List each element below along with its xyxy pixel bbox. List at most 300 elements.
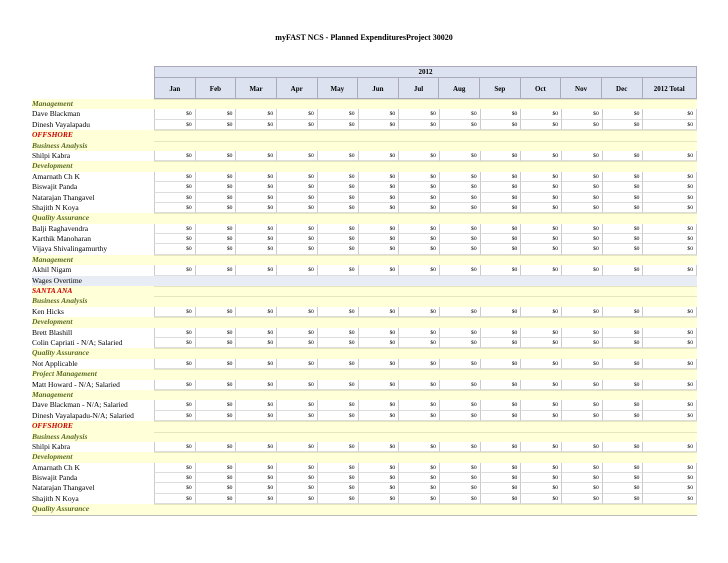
amount-cell[interactable]: $0 [195, 182, 236, 192]
amount-cell[interactable]: $0 [235, 203, 276, 213]
amount-cell[interactable]: $0 [439, 151, 480, 161]
amount-cell[interactable]: $0 [561, 328, 602, 338]
amount-cell[interactable]: $0 [235, 411, 276, 421]
amount-cell[interactable]: $0 [154, 338, 195, 348]
amount-cell[interactable]: $0 [480, 483, 521, 493]
month-header: May [317, 77, 358, 99]
total-cell[interactable]: $0 [642, 338, 697, 348]
amount-cell[interactable]: $0 [154, 411, 195, 421]
amount-cell[interactable]: $0 [358, 244, 399, 254]
amount-cell[interactable]: $0 [195, 359, 236, 369]
amount-cell[interactable]: $0 [602, 182, 643, 192]
amount-cell[interactable]: $0 [195, 109, 236, 119]
amount-cell[interactable]: $0 [602, 120, 643, 130]
amount-cell[interactable]: $0 [561, 224, 602, 234]
amount-cell[interactable]: $0 [154, 463, 195, 473]
total-cell[interactable]: $0 [642, 244, 697, 254]
amount-cell[interactable]: $0 [276, 109, 317, 119]
amount-cell[interactable]: $0 [154, 182, 195, 192]
amount-cell[interactable]: $0 [439, 442, 480, 452]
amount-cell[interactable]: $0 [235, 234, 276, 244]
amount-cell[interactable]: $0 [317, 483, 358, 493]
amount-cell[interactable]: $0 [276, 338, 317, 348]
amount-cell[interactable]: $0 [398, 411, 439, 421]
amount-cell[interactable]: $0 [480, 203, 521, 213]
amount-cell[interactable]: $0 [235, 442, 276, 452]
amount-cell[interactable]: $0 [276, 494, 317, 504]
amount-cell[interactable]: $0 [520, 234, 561, 244]
total-cell[interactable]: $0 [642, 483, 697, 493]
amount-cell[interactable]: $0 [317, 172, 358, 182]
amount-cell[interactable]: $0 [398, 338, 439, 348]
amount-cell[interactable]: $0 [520, 494, 561, 504]
total-cell[interactable]: $0 [642, 182, 697, 192]
total-cell[interactable]: $0 [642, 463, 697, 473]
amount-cell[interactable]: $0 [439, 338, 480, 348]
amount-cell[interactable]: $0 [154, 244, 195, 254]
amount-cell[interactable]: $0 [398, 359, 439, 369]
amount-cell[interactable]: $0 [358, 494, 399, 504]
total-cell[interactable]: $0 [642, 400, 697, 410]
amount-cell[interactable]: $0 [276, 442, 317, 452]
amount-cell[interactable]: $0 [520, 120, 561, 130]
amount-cell[interactable]: $0 [602, 338, 643, 348]
amount-cell[interactable]: $0 [235, 338, 276, 348]
amount-cell[interactable]: $0 [602, 494, 643, 504]
amount-cell[interactable]: $0 [520, 463, 561, 473]
total-cell[interactable]: $0 [642, 172, 697, 182]
amount-cell[interactable]: $0 [439, 483, 480, 493]
amount-cell[interactable]: $0 [154, 359, 195, 369]
amount-cell[interactable]: $0 [195, 224, 236, 234]
amount-cell[interactable]: $0 [561, 193, 602, 203]
amount-cell[interactable]: $0 [154, 203, 195, 213]
amount-cell[interactable]: $0 [235, 265, 276, 275]
amount-cell[interactable]: $0 [398, 203, 439, 213]
amount-cell[interactable]: $0 [317, 463, 358, 473]
amount-cell[interactable]: $0 [520, 244, 561, 254]
amount-cell[interactable]: $0 [154, 483, 195, 493]
amount-cell[interactable]: $0 [235, 483, 276, 493]
amount-cell[interactable]: $0 [602, 224, 643, 234]
amount-cell[interactable]: $0 [398, 265, 439, 275]
total-cell[interactable]: $0 [642, 151, 697, 161]
amount-cell[interactable]: $0 [235, 463, 276, 473]
amount-cell[interactable]: $0 [154, 151, 195, 161]
amount-cell[interactable]: $0 [358, 224, 399, 234]
amount-cell[interactable]: $0 [358, 359, 399, 369]
amount-cell[interactable]: $0 [317, 328, 358, 338]
amount-cell[interactable]: $0 [154, 224, 195, 234]
amount-cell[interactable]: $0 [480, 473, 521, 483]
total-cell[interactable]: $0 [642, 473, 697, 483]
amount-cell[interactable]: $0 [602, 244, 643, 254]
amount-cell[interactable]: $0 [439, 494, 480, 504]
amount-cell[interactable]: $0 [154, 109, 195, 119]
amount-cell[interactable]: $0 [317, 400, 358, 410]
total-cell[interactable]: $0 [642, 494, 697, 504]
amount-cell[interactable]: $0 [398, 151, 439, 161]
amount-cell[interactable]: $0 [276, 224, 317, 234]
amount-cell[interactable]: $0 [520, 338, 561, 348]
amount-cell[interactable]: $0 [195, 234, 236, 244]
amount-cell[interactable]: $0 [317, 109, 358, 119]
amount-cell[interactable]: $0 [235, 494, 276, 504]
amount-cell[interactable]: $0 [195, 151, 236, 161]
amount-cell[interactable]: $0 [317, 442, 358, 452]
amount-cell[interactable]: $0 [358, 380, 399, 390]
amount-cell[interactable]: $0 [276, 244, 317, 254]
amount-cell[interactable]: $0 [398, 182, 439, 192]
amount-cell[interactable]: $0 [154, 473, 195, 483]
amount-cell[interactable]: $0 [235, 380, 276, 390]
amount-cell[interactable]: $0 [358, 203, 399, 213]
amount-cell[interactable]: $0 [235, 359, 276, 369]
amount-cell[interactable]: $0 [358, 473, 399, 483]
amount-cell[interactable]: $0 [235, 151, 276, 161]
amount-cell[interactable]: $0 [195, 265, 236, 275]
amount-cell[interactable]: $0 [439, 328, 480, 338]
amount-cell[interactable]: $0 [235, 400, 276, 410]
amount-cell[interactable]: $0 [561, 244, 602, 254]
amount-cell[interactable]: $0 [317, 473, 358, 483]
amount-cell[interactable]: $0 [398, 328, 439, 338]
amount-cell[interactable]: $0 [602, 328, 643, 338]
amount-cell[interactable]: $0 [317, 494, 358, 504]
amount-cell[interactable]: $0 [276, 151, 317, 161]
amount-cell[interactable]: $0 [439, 120, 480, 130]
amount-cell[interactable]: $0 [276, 172, 317, 182]
amount-cell[interactable]: $0 [398, 473, 439, 483]
amount-cell[interactable]: $0 [276, 473, 317, 483]
amount-cell[interactable]: $0 [358, 307, 399, 317]
amount-cell[interactable]: $0 [520, 442, 561, 452]
amount-cell[interactable]: $0 [235, 473, 276, 483]
amount-cell[interactable]: $0 [561, 483, 602, 493]
amount-cell[interactable]: $0 [561, 380, 602, 390]
amount-cell[interactable]: $0 [154, 120, 195, 130]
amount-cell[interactable]: $0 [602, 234, 643, 244]
amount-cell[interactable]: $0 [520, 483, 561, 493]
amount-cell[interactable]: $0 [561, 265, 602, 275]
amount-cell[interactable]: $0 [276, 234, 317, 244]
amount-cell[interactable]: $0 [520, 328, 561, 338]
amount-cell[interactable]: $0 [195, 473, 236, 483]
amount-cell[interactable]: $0 [439, 411, 480, 421]
amount-cell[interactable]: $0 [276, 193, 317, 203]
amount-cell[interactable]: $0 [561, 473, 602, 483]
amount-cell[interactable]: $0 [439, 473, 480, 483]
amount-cell[interactable]: $0 [358, 193, 399, 203]
amount-cell[interactable]: $0 [195, 400, 236, 410]
amount-cell[interactable]: $0 [561, 109, 602, 119]
amount-cell[interactable]: $0 [398, 400, 439, 410]
amount-cell[interactable]: $0 [358, 151, 399, 161]
amount-cell[interactable]: $0 [439, 109, 480, 119]
amount-cell[interactable]: $0 [195, 244, 236, 254]
amount-cell[interactable]: $0 [276, 380, 317, 390]
amount-cell[interactable]: $0 [276, 463, 317, 473]
amount-cell[interactable]: $0 [602, 473, 643, 483]
amount-cell[interactable]: $0 [195, 380, 236, 390]
amount-cell[interactable]: $0 [358, 182, 399, 192]
amount-cell[interactable]: $0 [480, 244, 521, 254]
amount-cell[interactable]: $0 [480, 338, 521, 348]
amount-cell[interactable]: $0 [398, 307, 439, 317]
amount-cell[interactable]: $0 [561, 338, 602, 348]
amount-cell[interactable]: $0 [358, 411, 399, 421]
amount-cell[interactable]: $0 [480, 442, 521, 452]
amount-cell[interactable]: $0 [195, 483, 236, 493]
amount-cell[interactable]: $0 [154, 442, 195, 452]
amount-cell[interactable]: $0 [561, 172, 602, 182]
amount-cell[interactable]: $0 [480, 463, 521, 473]
amount-cell[interactable]: $0 [276, 328, 317, 338]
amount-cell[interactable]: $0 [358, 338, 399, 348]
amount-cell[interactable]: $0 [602, 193, 643, 203]
amount-cell[interactable]: $0 [235, 244, 276, 254]
amount-cell[interactable]: $0 [480, 193, 521, 203]
total-cell[interactable]: $0 [642, 359, 697, 369]
amount-cell[interactable]: $0 [276, 359, 317, 369]
amount-cell[interactable]: $0 [235, 172, 276, 182]
amount-cell[interactable]: $0 [602, 172, 643, 182]
amount-cell[interactable]: $0 [439, 307, 480, 317]
amount-cell[interactable]: $0 [358, 483, 399, 493]
amount-cell[interactable]: $0 [276, 203, 317, 213]
amount-cell[interactable]: $0 [195, 338, 236, 348]
amount-cell[interactable]: $0 [439, 234, 480, 244]
amount-cell[interactable]: $0 [195, 193, 236, 203]
total-cell[interactable]: $0 [642, 328, 697, 338]
amount-cell[interactable]: $0 [276, 307, 317, 317]
amount-cell[interactable]: $0 [439, 224, 480, 234]
amount-cell[interactable]: $0 [276, 411, 317, 421]
amount-cell[interactable]: $0 [154, 328, 195, 338]
amount-cell[interactable]: $0 [358, 442, 399, 452]
amount-cell[interactable]: $0 [561, 442, 602, 452]
amount-cell[interactable]: $0 [439, 203, 480, 213]
amount-cell[interactable]: $0 [480, 109, 521, 119]
amount-cell[interactable]: $0 [561, 463, 602, 473]
amount-cell[interactable]: $0 [317, 193, 358, 203]
amount-cell[interactable]: $0 [276, 400, 317, 410]
amount-cell[interactable]: $0 [602, 442, 643, 452]
total-cell[interactable]: $0 [642, 203, 697, 213]
amount-cell[interactable]: $0 [358, 328, 399, 338]
amount-cell[interactable]: $0 [398, 244, 439, 254]
amount-cell[interactable]: $0 [520, 400, 561, 410]
amount-cell[interactable]: $0 [317, 380, 358, 390]
amount-cell[interactable]: $0 [480, 380, 521, 390]
amount-cell[interactable]: $0 [439, 265, 480, 275]
amount-cell[interactable]: $0 [358, 234, 399, 244]
amount-cell[interactable]: $0 [439, 463, 480, 473]
amount-cell[interactable]: $0 [602, 307, 643, 317]
amount-cell[interactable]: $0 [480, 224, 521, 234]
amount-cell[interactable]: $0 [602, 411, 643, 421]
amount-cell[interactable]: $0 [358, 172, 399, 182]
amount-cell[interactable]: $0 [276, 120, 317, 130]
amount-cell[interactable]: $0 [480, 359, 521, 369]
amount-cell[interactable]: $0 [520, 182, 561, 192]
amount-cell[interactable]: $0 [317, 151, 358, 161]
amount-cell[interactable]: $0 [520, 224, 561, 234]
amount-cell[interactable]: $0 [602, 265, 643, 275]
total-cell[interactable]: $0 [642, 307, 697, 317]
amount-cell[interactable]: $0 [480, 120, 521, 130]
amount-cell[interactable]: $0 [317, 120, 358, 130]
amount-cell[interactable]: $0 [195, 442, 236, 452]
amount-cell[interactable]: $0 [602, 463, 643, 473]
amount-cell[interactable]: $0 [561, 151, 602, 161]
amount-cell[interactable]: $0 [480, 234, 521, 244]
total-cell[interactable]: $0 [642, 380, 697, 390]
amount-cell[interactable]: $0 [154, 380, 195, 390]
amount-cell[interactable]: $0 [317, 338, 358, 348]
amount-cell[interactable]: $0 [398, 172, 439, 182]
amount-cell[interactable]: $0 [398, 463, 439, 473]
amount-cell[interactable]: $0 [317, 307, 358, 317]
amount-cell[interactable]: $0 [561, 359, 602, 369]
amount-cell[interactable]: $0 [235, 328, 276, 338]
amount-cell[interactable]: $0 [317, 411, 358, 421]
amount-cell[interactable]: $0 [480, 400, 521, 410]
amount-cell[interactable]: $0 [520, 203, 561, 213]
amount-cell[interactable]: $0 [520, 473, 561, 483]
amount-cell[interactable]: $0 [398, 380, 439, 390]
amount-cell[interactable]: $0 [561, 494, 602, 504]
amount-cell[interactable]: $0 [195, 463, 236, 473]
amount-cell[interactable]: $0 [480, 151, 521, 161]
amount-cell[interactable]: $0 [195, 494, 236, 504]
amount-cell[interactable]: $0 [154, 307, 195, 317]
amount-cell[interactable]: $0 [317, 203, 358, 213]
amount-cell[interactable]: $0 [358, 109, 399, 119]
amount-cell[interactable]: $0 [398, 483, 439, 493]
amount-cell[interactable]: $0 [480, 328, 521, 338]
amount-cell[interactable]: $0 [398, 494, 439, 504]
amount-cell[interactable]: $0 [602, 359, 643, 369]
total-cell[interactable]: $0 [642, 224, 697, 234]
amount-cell[interactable]: $0 [520, 411, 561, 421]
amount-cell[interactable]: $0 [602, 151, 643, 161]
amount-cell[interactable]: $0 [439, 400, 480, 410]
amount-cell[interactable]: $0 [154, 234, 195, 244]
amount-cell[interactable]: $0 [317, 244, 358, 254]
amount-cell[interactable]: $0 [520, 193, 561, 203]
amount-cell[interactable]: $0 [439, 182, 480, 192]
amount-cell[interactable]: $0 [154, 400, 195, 410]
amount-cell[interactable]: $0 [439, 380, 480, 390]
amount-cell[interactable]: $0 [358, 265, 399, 275]
amount-cell[interactable]: $0 [602, 400, 643, 410]
amount-cell[interactable]: $0 [358, 120, 399, 130]
amount-cell[interactable]: $0 [561, 307, 602, 317]
amount-cell[interactable]: $0 [520, 109, 561, 119]
amount-cell[interactable]: $0 [520, 172, 561, 182]
amount-cell[interactable]: $0 [276, 182, 317, 192]
amount-cell[interactable]: $0 [195, 307, 236, 317]
total-cell[interactable]: $0 [642, 442, 697, 452]
amount-cell[interactable]: $0 [358, 463, 399, 473]
amount-cell[interactable]: $0 [398, 193, 439, 203]
amount-cell[interactable]: $0 [480, 307, 521, 317]
amount-cell[interactable]: $0 [439, 193, 480, 203]
total-cell[interactable]: $0 [642, 120, 697, 130]
amount-cell[interactable]: $0 [561, 203, 602, 213]
amount-cell[interactable]: $0 [398, 109, 439, 119]
total-cell[interactable]: $0 [642, 193, 697, 203]
total-cell[interactable]: $0 [642, 234, 697, 244]
amount-cell[interactable]: $0 [398, 234, 439, 244]
amount-cell[interactable]: $0 [317, 224, 358, 234]
amount-cell[interactable]: $0 [561, 182, 602, 192]
amount-cell[interactable]: $0 [520, 359, 561, 369]
amount-cell[interactable]: $0 [561, 411, 602, 421]
amount-cell[interactable]: $0 [235, 224, 276, 234]
amount-cell[interactable]: $0 [398, 442, 439, 452]
total-cell[interactable]: $0 [642, 265, 697, 275]
amount-cell[interactable]: $0 [480, 265, 521, 275]
total-cell[interactable]: $0 [642, 109, 697, 119]
amount-cell[interactable]: $0 [602, 109, 643, 119]
amount-cell[interactable]: $0 [602, 483, 643, 493]
amount-cell[interactable]: $0 [276, 265, 317, 275]
amount-cell[interactable]: $0 [561, 234, 602, 244]
amount-cell[interactable]: $0 [195, 328, 236, 338]
amount-cell[interactable]: $0 [195, 203, 236, 213]
amount-cell[interactable]: $0 [154, 494, 195, 504]
amount-cell[interactable]: $0 [480, 411, 521, 421]
amount-cell[interactable]: $0 [439, 244, 480, 254]
total-cell[interactable]: $0 [642, 411, 697, 421]
amount-cell[interactable]: $0 [235, 193, 276, 203]
amount-cell[interactable]: $0 [235, 120, 276, 130]
amount-cell[interactable]: $0 [358, 400, 399, 410]
amount-cell[interactable]: $0 [602, 380, 643, 390]
amount-cell[interactable]: $0 [602, 203, 643, 213]
amount-cell[interactable]: $0 [520, 265, 561, 275]
amount-cell[interactable]: $0 [235, 307, 276, 317]
amount-cell[interactable]: $0 [235, 182, 276, 192]
amount-cell[interactable]: $0 [439, 359, 480, 369]
amount-cell[interactable]: $0 [235, 109, 276, 119]
amount-cell[interactable]: $0 [154, 172, 195, 182]
amount-cell[interactable]: $0 [520, 380, 561, 390]
amount-cell[interactable]: $0 [317, 359, 358, 369]
amount-cell[interactable]: $0 [480, 172, 521, 182]
amount-cell[interactable]: $0 [195, 411, 236, 421]
amount-cell[interactable]: $0 [398, 224, 439, 234]
amount-cell[interactable]: $0 [317, 234, 358, 244]
amount-cell[interactable]: $0 [398, 120, 439, 130]
amount-cell[interactable]: $0 [154, 265, 195, 275]
amount-cell[interactable]: $0 [561, 120, 602, 130]
amount-cell[interactable]: $0 [154, 193, 195, 203]
amount-cell[interactable]: $0 [520, 307, 561, 317]
amount-cell[interactable]: $0 [317, 182, 358, 192]
amount-cell[interactable]: $0 [480, 182, 521, 192]
amount-cell[interactable]: $0 [480, 494, 521, 504]
amount-cell[interactable]: $0 [439, 172, 480, 182]
amount-cell[interactable]: $0 [276, 483, 317, 493]
amount-cell[interactable]: $0 [317, 265, 358, 275]
amount-cell[interactable]: $0 [520, 151, 561, 161]
amount-cell[interactable]: $0 [561, 400, 602, 410]
amount-cell[interactable]: $0 [195, 172, 236, 182]
amount-cell[interactable]: $0 [195, 120, 236, 130]
